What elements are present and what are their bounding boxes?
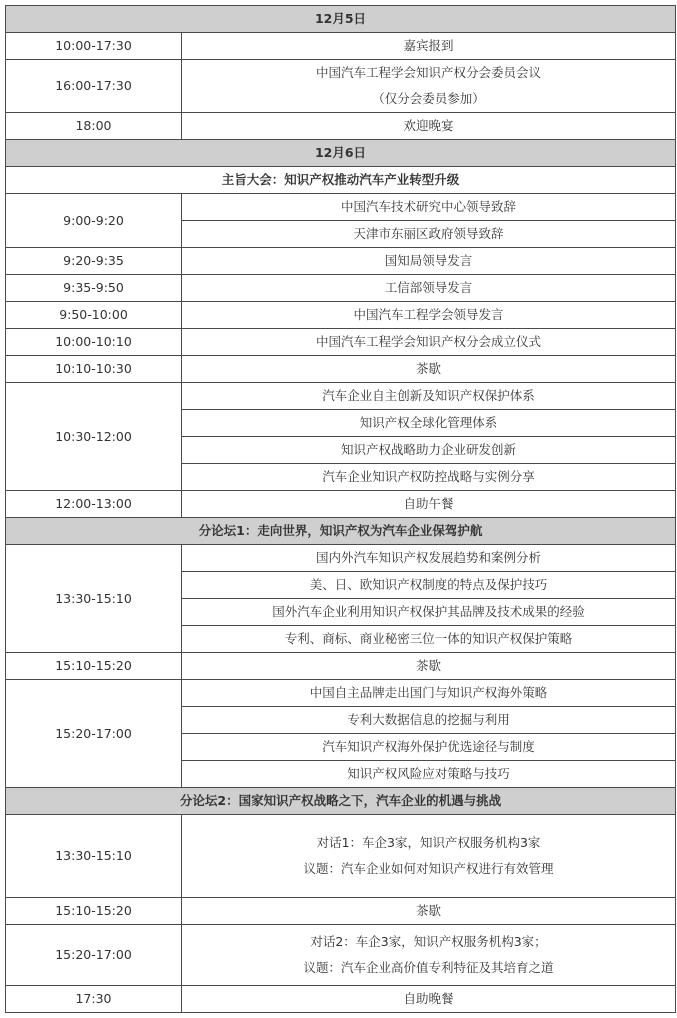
event-cell: 知识产权全球化管理体系: [182, 410, 676, 437]
event-cell: 知识产权风险应对策略与技巧: [182, 761, 676, 788]
event-line: 对话1：车企3家，知识产权服务机构3家: [316, 835, 541, 850]
event-cell: 茶歇: [182, 356, 676, 383]
time-cell: 17:30: [6, 986, 182, 1013]
time-cell: 9:50-10:00: [6, 302, 182, 329]
event-cell: 茶歇: [182, 898, 676, 925]
day-header: 12月6日: [6, 140, 676, 167]
event-line: 对话2：车企3家，知识产权服务机构3家；: [310, 934, 547, 949]
session-title: 主旨大会：知识产权推动汽车产业转型升级: [6, 167, 676, 194]
time-cell: 10:00-17:30: [6, 33, 182, 60]
event-line: 中国汽车工程学会知识产权分会委员会议: [315, 65, 541, 80]
event-line: 议题：汽车企业如何对知识产权进行有效管理: [303, 861, 554, 876]
time-cell: 12:00-13:00: [6, 491, 182, 518]
event-cell: 汽车知识产权海外保护优选途径与制度: [182, 734, 676, 761]
time-cell: 10:10-10:30: [6, 356, 182, 383]
event-cell: 国内外汽车知识产权发展趋势和案例分析: [182, 545, 676, 572]
event-line: （仅分会委员参加）: [372, 91, 485, 106]
event-cell: 茶歇: [182, 653, 676, 680]
event-cell: 国知局领导发言: [182, 248, 676, 275]
time-cell: 18:00: [6, 113, 182, 140]
time-cell: 10:30-12:00: [6, 383, 182, 491]
time-cell: 9:20-9:35: [6, 248, 182, 275]
time-cell: 9:00-9:20: [6, 194, 182, 248]
time-cell: 15:20-17:00: [6, 680, 182, 788]
event-cell: 美、日、欧知识产权制度的特点及保护技巧: [182, 572, 676, 599]
event-cell: 天津市东丽区政府领导致辞: [182, 221, 676, 248]
agenda-table: [5, 5, 676, 1013]
event-cell: 专利、商标、商业秘密三位一体的知识产权保护策略: [182, 626, 676, 653]
event-cell: 中国汽车技术研究中心领导致辞: [182, 194, 676, 221]
forum-header: 分论坛1：走向世界，知识产权为汽车企业保驾护航: [6, 518, 676, 545]
event-cell: 中国自主品牌走出国门与知识产权海外策略: [182, 680, 676, 707]
event-cell: 工信部领导发言: [182, 275, 676, 302]
event-cell: 汽车企业知识产权防控战略与实例分享: [182, 464, 676, 491]
time-cell: 16:00-17:30: [6, 60, 182, 113]
time-cell: 10:00-10:10: [6, 329, 182, 356]
event-cell: [182, 925, 676, 986]
event-cell: 自助晚餐: [182, 986, 676, 1013]
event-cell: [182, 60, 676, 113]
time-cell: 15:20-17:00: [6, 925, 182, 986]
forum-header: 分论坛2：国家知识产权战略之下，汽车企业的机遇与挑战: [6, 788, 676, 815]
event-cell: 中国汽车工程学会知识产权分会成立仪式: [182, 329, 676, 356]
day-header: 12月5日: [6, 6, 676, 33]
event-cell: 国外汽车企业利用知识产权保护其品牌及技术成果的经验: [182, 599, 676, 626]
event-cell: 专利大数据信息的挖掘与利用: [182, 707, 676, 734]
event-cell: 汽车企业自主创新及知识产权保护体系: [182, 383, 676, 410]
time-cell: 15:10-15:20: [6, 898, 182, 925]
time-cell: 13:30-15:10: [6, 545, 182, 653]
event-cell: 中国汽车工程学会领导发言: [182, 302, 676, 329]
time-cell: 13:30-15:10: [6, 815, 182, 898]
event-cell: 欢迎晚宴: [182, 113, 676, 140]
time-cell: 9:35-9:50: [6, 275, 182, 302]
time-cell: 15:10-15:20: [6, 653, 182, 680]
event-cell: 知识产权战略助力企业研发创新: [182, 437, 676, 464]
event-cell: 嘉宾报到: [182, 33, 676, 60]
event-cell: [182, 815, 676, 898]
event-cell: 自助午餐: [182, 491, 676, 518]
event-line: 议题：汽车企业高价值专利特征及其培育之道: [303, 960, 554, 975]
